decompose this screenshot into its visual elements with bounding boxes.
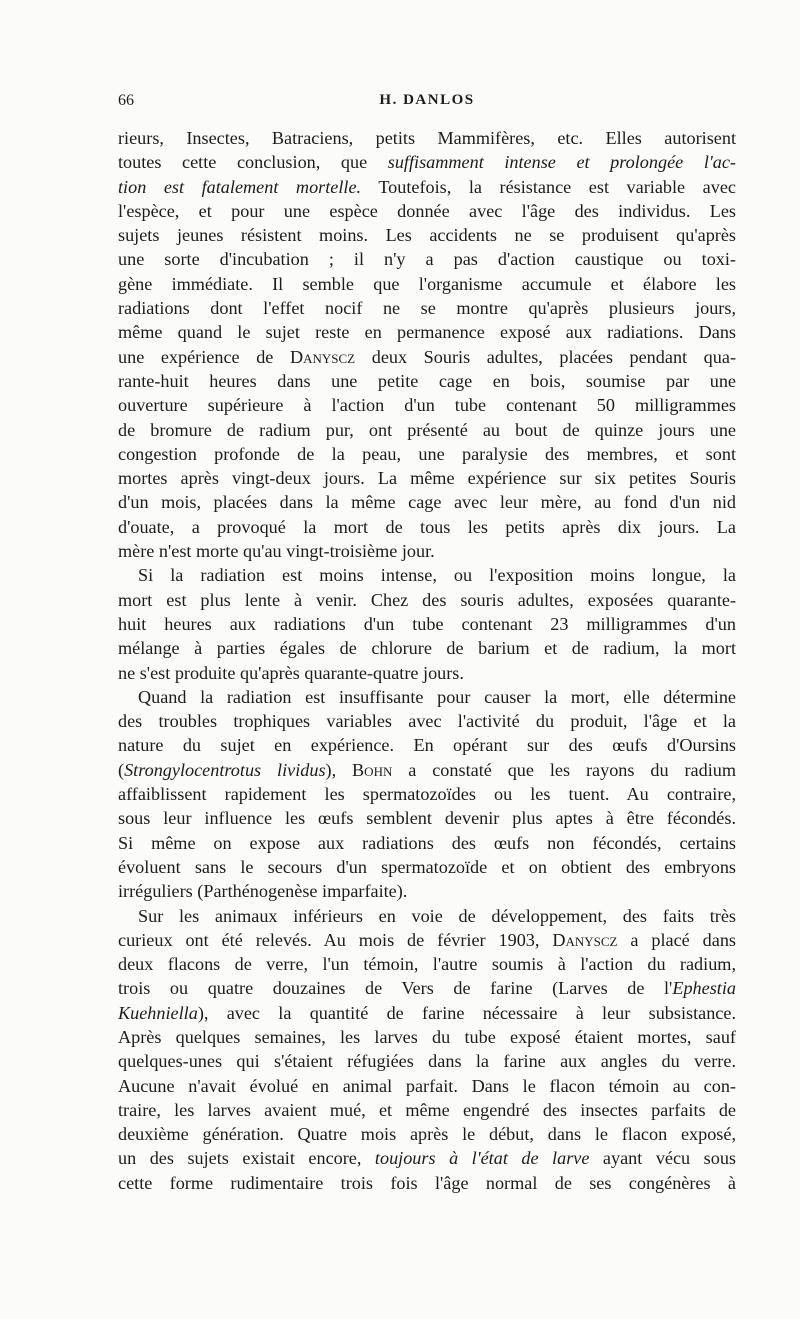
text-line <box>118 1001 736 1025</box>
italic-text: Kuehniella <box>118 1002 198 1023</box>
text-run: congestion profonde de la peau, une paralysie des membres, et sont <box>118 443 736 464</box>
text-line <box>118 1171 736 1195</box>
text-run: cette forme rudimentaire trois fois l'âge normal de ses congénères à <box>118 1172 736 1193</box>
text-line <box>118 733 736 757</box>
text-line <box>118 563 736 587</box>
text-line <box>118 418 736 442</box>
text-run: toutes cette conclusion, que <box>118 152 388 173</box>
text-line <box>118 758 736 782</box>
text-line <box>118 782 736 806</box>
text-run: Quand la radiation est insuffisante pour causer la mort, elle détermine <box>138 686 736 707</box>
italic-text: Strongylocentrotus lividus <box>124 759 326 780</box>
text-line <box>118 1074 736 1098</box>
text-line <box>118 199 736 223</box>
text-line <box>118 466 736 490</box>
text-line <box>118 272 736 296</box>
text-run: mélange à parties égales de chlorure de barium et de radium, la mort <box>118 638 736 659</box>
text-line <box>118 806 736 830</box>
text-run: deuxième génération. Quatre mois après le début, dans le flacon exposé, <box>118 1124 736 1145</box>
text-run: Sur les animaux inférieurs en voie de développement, des faits très <box>138 905 736 926</box>
text-line <box>118 612 736 636</box>
text-run: un des sujets existait encore, <box>118 1148 375 1169</box>
text-run: a constaté que les rayons du radium <box>392 759 736 780</box>
text-run: traire, les larves avaient mué, et même engendré des insectes parfaits de <box>118 1099 736 1120</box>
text-run: Après quelques semaines, les larves du tube exposé étaient mortes, sauf <box>118 1026 736 1047</box>
text-line <box>118 1122 736 1146</box>
author-name: Danyscz <box>289 346 356 367</box>
text-line <box>118 952 736 976</box>
text-line <box>118 879 736 903</box>
text-line <box>118 223 736 247</box>
text-line <box>118 442 736 466</box>
page-header <box>118 92 736 116</box>
text-line <box>118 709 736 733</box>
text-run: curieux ont été relevés. Au mois de février 1903, <box>118 929 553 950</box>
italic-text: suffisamment intense et prolongée l'ac- <box>387 152 736 173</box>
text-line <box>118 661 736 685</box>
text-line <box>118 369 736 393</box>
italic-text: tion est fatalement mortelle. <box>118 176 362 197</box>
text-run: ne s'est produite qu'après quarante-quatre jours. <box>118 662 464 683</box>
text-line <box>118 855 736 879</box>
text-line <box>118 976 736 1000</box>
text-line <box>118 588 736 612</box>
text-line <box>118 539 736 563</box>
text-run: affaiblissent rapidement les spermatozoïdes ou les tuent. Au contraire, <box>118 784 736 805</box>
text-run: de bromure de radium pur, ont présenté au bout de quinze jours une <box>118 419 736 440</box>
text-run: nature du sujet en expérience. En opérant sur des œufs d'Oursins <box>118 735 736 756</box>
body-text <box>118 126 736 1195</box>
text-run: radiations dont l'effet nocif ne se montre qu'après plusieurs jours, <box>118 298 736 319</box>
text-run: ( <box>118 759 125 780</box>
text-run: rante-huit heures dans une petite cage en bois, soumise par une <box>118 370 736 391</box>
text-line <box>118 685 736 709</box>
text-line <box>118 345 736 369</box>
author-name: Danyscz <box>552 929 618 950</box>
text-run: huit heures aux radiations d'un tube contenant 23 milligrammes d'un <box>118 613 736 634</box>
text-run: l'espèce, et pour une espèce donnée avec l'âge des individus. Les <box>118 200 736 221</box>
text-line <box>118 904 736 928</box>
text-run: même quand le sujet reste en permanence exposé aux radiations. Dans <box>118 322 736 343</box>
text-run: irréguliers (Parthénogenèse imparfaite). <box>118 881 408 902</box>
text-line <box>118 150 736 174</box>
text-run: mère n'est morte qu'au vingt-troisième jour. <box>118 541 435 562</box>
text-line <box>118 393 736 417</box>
text-line <box>118 175 736 199</box>
text-line <box>118 320 736 344</box>
text-line <box>118 1025 736 1049</box>
text-run: quelques-unes qui s'étaient réfugiées dans la farine aux angles du verre. <box>118 1051 736 1072</box>
text-run: Toutefois, la résistance est variable avec <box>361 176 736 197</box>
text-run: ), avec la quantité de farine nécessaire à leur subsistance. <box>197 1002 736 1023</box>
italic-text: toujours à l'état de larve <box>374 1148 590 1169</box>
text-run: sujets jeunes résistent moins. Les accidents ne se produisent qu'après <box>118 225 736 246</box>
text-line <box>118 1049 736 1073</box>
text-line <box>118 1146 736 1170</box>
text-line <box>118 1098 736 1122</box>
running-head: H. DANLOS <box>379 92 475 108</box>
text-run: Aucune n'avait évolué en animal parfait. Dans le flacon témoin au con- <box>118 1075 736 1096</box>
text-run: rieurs, Insectes, Batraciens, petits Mammifères, etc. Elles autorisent <box>118 128 736 148</box>
text-run: Si même on expose aux radiations des œufs non fécondés, certains <box>118 832 736 853</box>
text-line <box>118 515 736 539</box>
text-run: d'un mois, placées dans la même cage avec leur mère, au fond d'un nid <box>118 492 736 513</box>
text-run: gène immédiate. Il semble que l'organisme accumule et élabore les <box>118 273 736 294</box>
page-number: 66 <box>118 92 134 109</box>
text-run: sous leur influence les œufs semblent devenir plus aptes à être fécondés. <box>118 808 736 829</box>
text-run: une expérience de <box>118 346 290 367</box>
author-name: Bohn <box>352 759 393 780</box>
italic-text: Ephestia <box>672 978 736 999</box>
text-run: ouverture supérieure à l'action d'un tube contenant 50 milligrammes <box>118 395 736 416</box>
text-run: a placé dans <box>617 929 736 950</box>
text-run: évoluent sans le secours d'un spermatozoïde et on obtient des embryons <box>118 856 736 877</box>
text-line <box>118 296 736 320</box>
text-run: deux Souris adultes, placées pendant qua- <box>355 346 736 367</box>
text-run: Si la radiation est moins intense, ou l'exposition moins longue, la <box>138 565 736 586</box>
text-run: trois ou quatre douzaines de Vers de farine (Larves de l' <box>118 978 673 999</box>
text-run: une sorte d'incubation ; il n'y a pas d'action caustique ou toxi- <box>118 249 736 270</box>
text-line <box>118 247 736 271</box>
text-run: d'ouate, a provoqué la mort de tous les petits après dix jours. La <box>118 516 736 537</box>
text-run: ), <box>325 759 353 780</box>
text-run: des troubles trophiques variables avec l'activité du produit, l'âge et la <box>118 711 736 732</box>
text-line <box>118 126 736 150</box>
text-run: mortes après vingt-deux jours. La même expérience sur six petites Souris <box>118 468 736 489</box>
text-line <box>118 831 736 855</box>
text-line <box>118 928 736 952</box>
text-line <box>118 636 736 660</box>
text-line <box>118 490 736 514</box>
text-run: mort est plus lente à venir. Chez des souris adultes, exposées quarante- <box>118 589 736 610</box>
text-run: ayant vécu sous <box>589 1148 736 1169</box>
text-run: deux flacons de verre, l'un témoin, l'autre soumis à l'action du radium, <box>118 954 736 975</box>
